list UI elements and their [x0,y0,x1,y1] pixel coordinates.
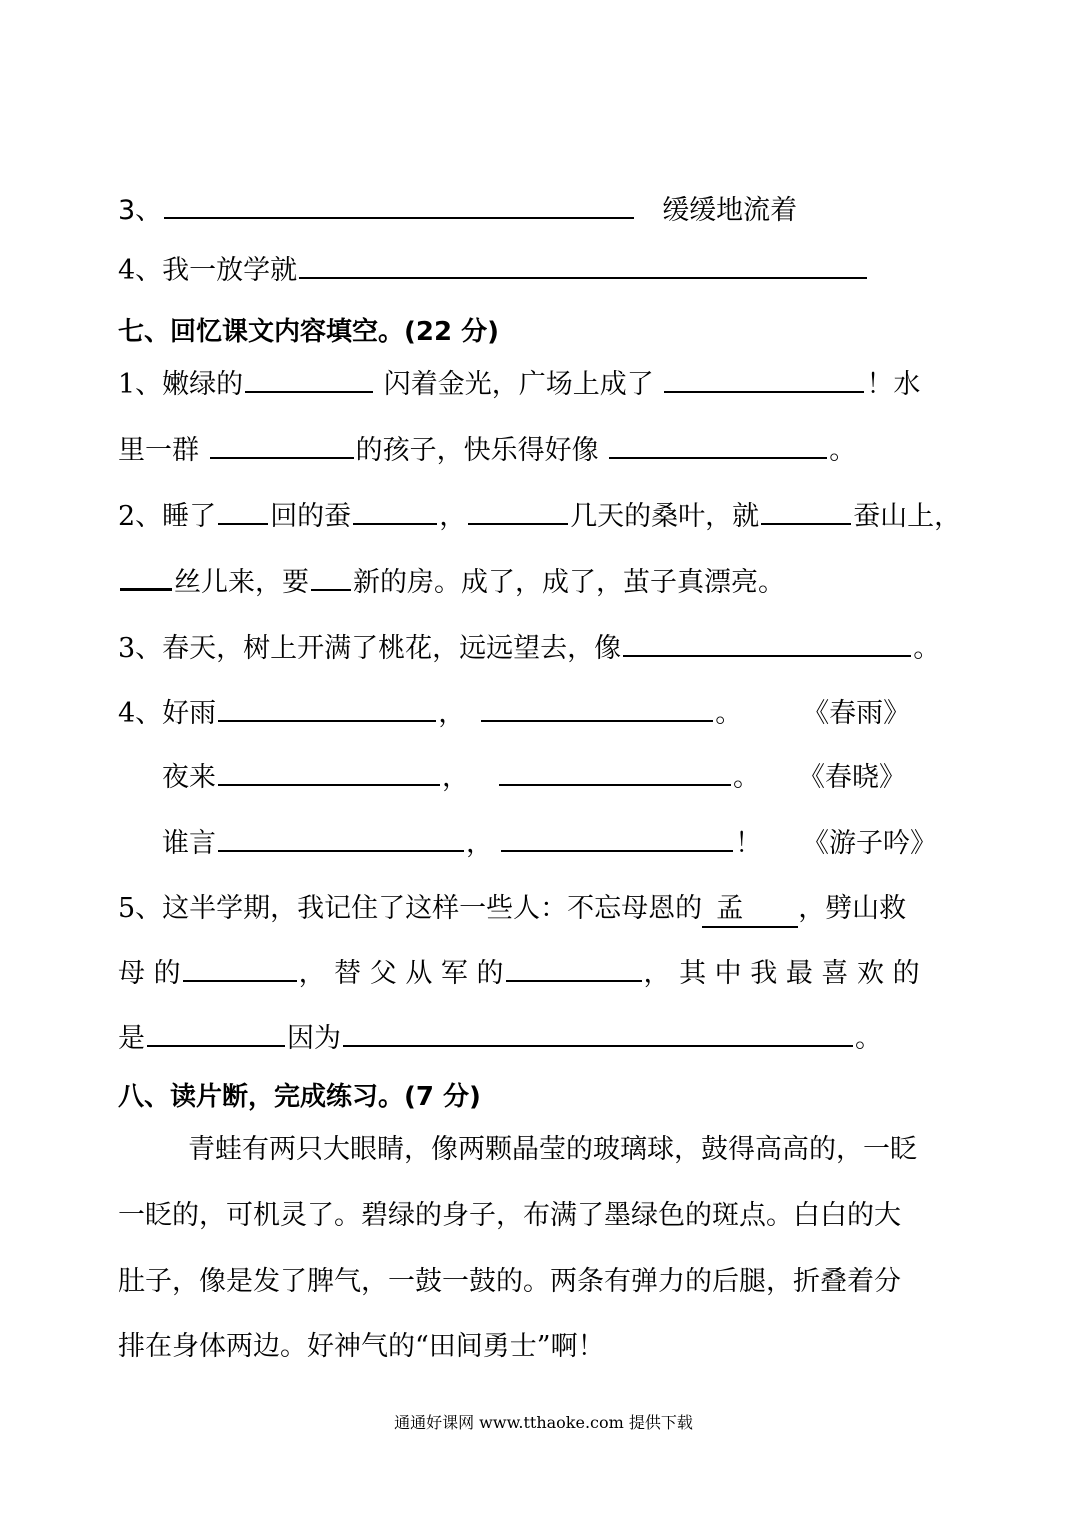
s7-q1-text-d: 里一群 [118,435,199,466]
s7-q4-source-2: 《春晓》 [798,762,906,793]
s8-paragraph-line2: 一眨的，可机灵了。碧绿的身子，布满了墨绿色的斑点。白白的大 [118,1200,901,1231]
section7-heading: 七、回忆课文内容填空。(22 分) [118,317,499,347]
s7-q1-blank2[interactable] [664,369,864,393]
s7-q2-text-d: 几天的桑叶，就 [570,501,760,532]
s7-q5-blank2[interactable] [506,958,642,982]
s7-q2-text-g: 新的房。成了，成了，茧子真漂亮。 [353,567,785,598]
s7-q5-blank4[interactable] [343,1023,853,1047]
s7-q4-text-f: 。 [733,762,760,793]
s7-q1-text-f: 。 [829,435,857,466]
s7-q2-line2 [118,566,785,600]
s7-q4-blank2[interactable] [481,698,713,722]
s7-q1-line2 [118,434,856,468]
s8-paragraph-line1: 青蛙有两只大眼睛，像两颗晶莹的玻璃球，鼓得高高的，一眨 [188,1134,917,1165]
s7-q5-text-g: 因为 [287,1023,341,1054]
s7-q1-blank3[interactable] [210,435,354,459]
page-footer: 通通好课网 www.tthaoke.com 提供下载 [394,1413,693,1432]
s7-q2-blank2[interactable] [353,501,437,525]
s7-q3-blank[interactable] [623,633,911,657]
s7-q5-text-a: 5、这半学期，我记住了这样一些人：不忘母恩的 [118,893,703,924]
s7-q1-text-e: 的孩子，快乐得好像 [355,435,599,466]
s7-q5-filled-blank[interactable] [702,892,798,928]
s7-q4-source-3: 《游子吟》 [802,828,937,859]
s7-q3-line [118,632,940,666]
s7-q2-blank5[interactable] [120,566,172,591]
s7-q4-text-e: ， [442,762,469,793]
s7-q2-blank3[interactable] [468,501,568,525]
s7-q4-blank6[interactable] [501,828,733,852]
s7-q1-blank1[interactable] [245,369,373,393]
s7-q1-text-c: ！水 [866,369,921,400]
s7-q4-text-d: 夜来 [162,762,216,793]
s8-paragraph-line4: 排在身体两边。好神气的“田间勇士”啊！ [118,1331,605,1362]
s7-q4-blank5[interactable] [218,828,464,852]
s7-q4-line1 [118,697,910,731]
s6-q4-blank[interactable] [299,255,867,279]
s6-q3-line [118,194,797,228]
s7-q2-text-c: ， [439,501,467,532]
s7-q5-text-e: ， 其 中 我 最 喜 欢 的 [643,958,920,989]
s7-q5-filled-answer: 孟 [716,893,744,924]
s7-q4-text-b: ， [438,698,466,729]
s7-q5-text-c: 母 的 [118,958,181,989]
s7-q5-text-h: 。 [855,1023,882,1054]
s7-q2-text-e: 蚕山上， [853,501,962,532]
s6-q4-line [118,254,869,288]
s7-q4-text-g: 谁言 [162,828,216,859]
s7-q2-blank4[interactable] [761,501,851,525]
s7-q4-blank4[interactable] [499,762,731,786]
s7-q5-text-b: ，劈山救 [798,893,907,924]
s7-q4-source-1: 《春雨》 [802,698,911,729]
s7-q4-blank1[interactable] [218,698,436,722]
s7-q5-line2 [118,957,920,991]
s7-q2-line1 [118,500,961,534]
s7-q4-text-c: 。 [715,698,743,729]
s7-q4-text-a: 4、好雨 [118,698,217,729]
s7-q3-text-b: 。 [913,633,941,664]
s7-q5-line3 [118,1022,882,1056]
section8-heading: 八、读片断，完成练习。(7 分) [118,1082,481,1112]
s7-q2-text-a: 2、睡了 [118,501,217,532]
s7-q1-text-a: 1、嫩绿的 [118,369,244,400]
s8-paragraph-line3: 肚子，像是发了脾气，一鼓一鼓的。两条有弹力的后腿，折叠着分 [118,1266,901,1297]
s6-q3-number: 3、 [118,195,163,226]
s7-q1-text-b: 闪着金光，广场上成了 [383,369,654,400]
s7-q5-blank3[interactable] [147,1023,285,1047]
s7-q2-blank1[interactable] [218,501,268,525]
s7-q2-text-f: 丝儿来，要 [174,567,309,598]
s7-q5-text-f: 是 [118,1023,145,1054]
s7-q4-text-i: ！ [735,828,762,859]
s7-q5-blank1[interactable] [183,958,297,982]
s7-q4-line3 [162,827,937,861]
s7-q5-text-d: ， 替 父 从 军 的 [298,958,504,989]
s6-q3-tail: 缓缓地流着 [662,195,798,226]
s7-q3-text-a: 3、春天，树上开满了桃花，远远望去，像 [118,633,622,664]
s6-q4-text: 4、我一放学就 [118,255,298,286]
s7-q1-blank4[interactable] [609,435,827,459]
s6-q3-blank[interactable] [164,195,634,219]
s7-q2-text-b: 回的蚕 [270,501,352,532]
s7-q5-line1 [118,892,906,928]
s7-q4-blank3[interactable] [218,762,440,786]
s7-q2-blank6[interactable] [311,567,351,591]
s7-q4-text-h: ， [466,828,493,859]
s7-q4-line2 [162,761,906,795]
s7-q1-line1 [118,368,920,402]
